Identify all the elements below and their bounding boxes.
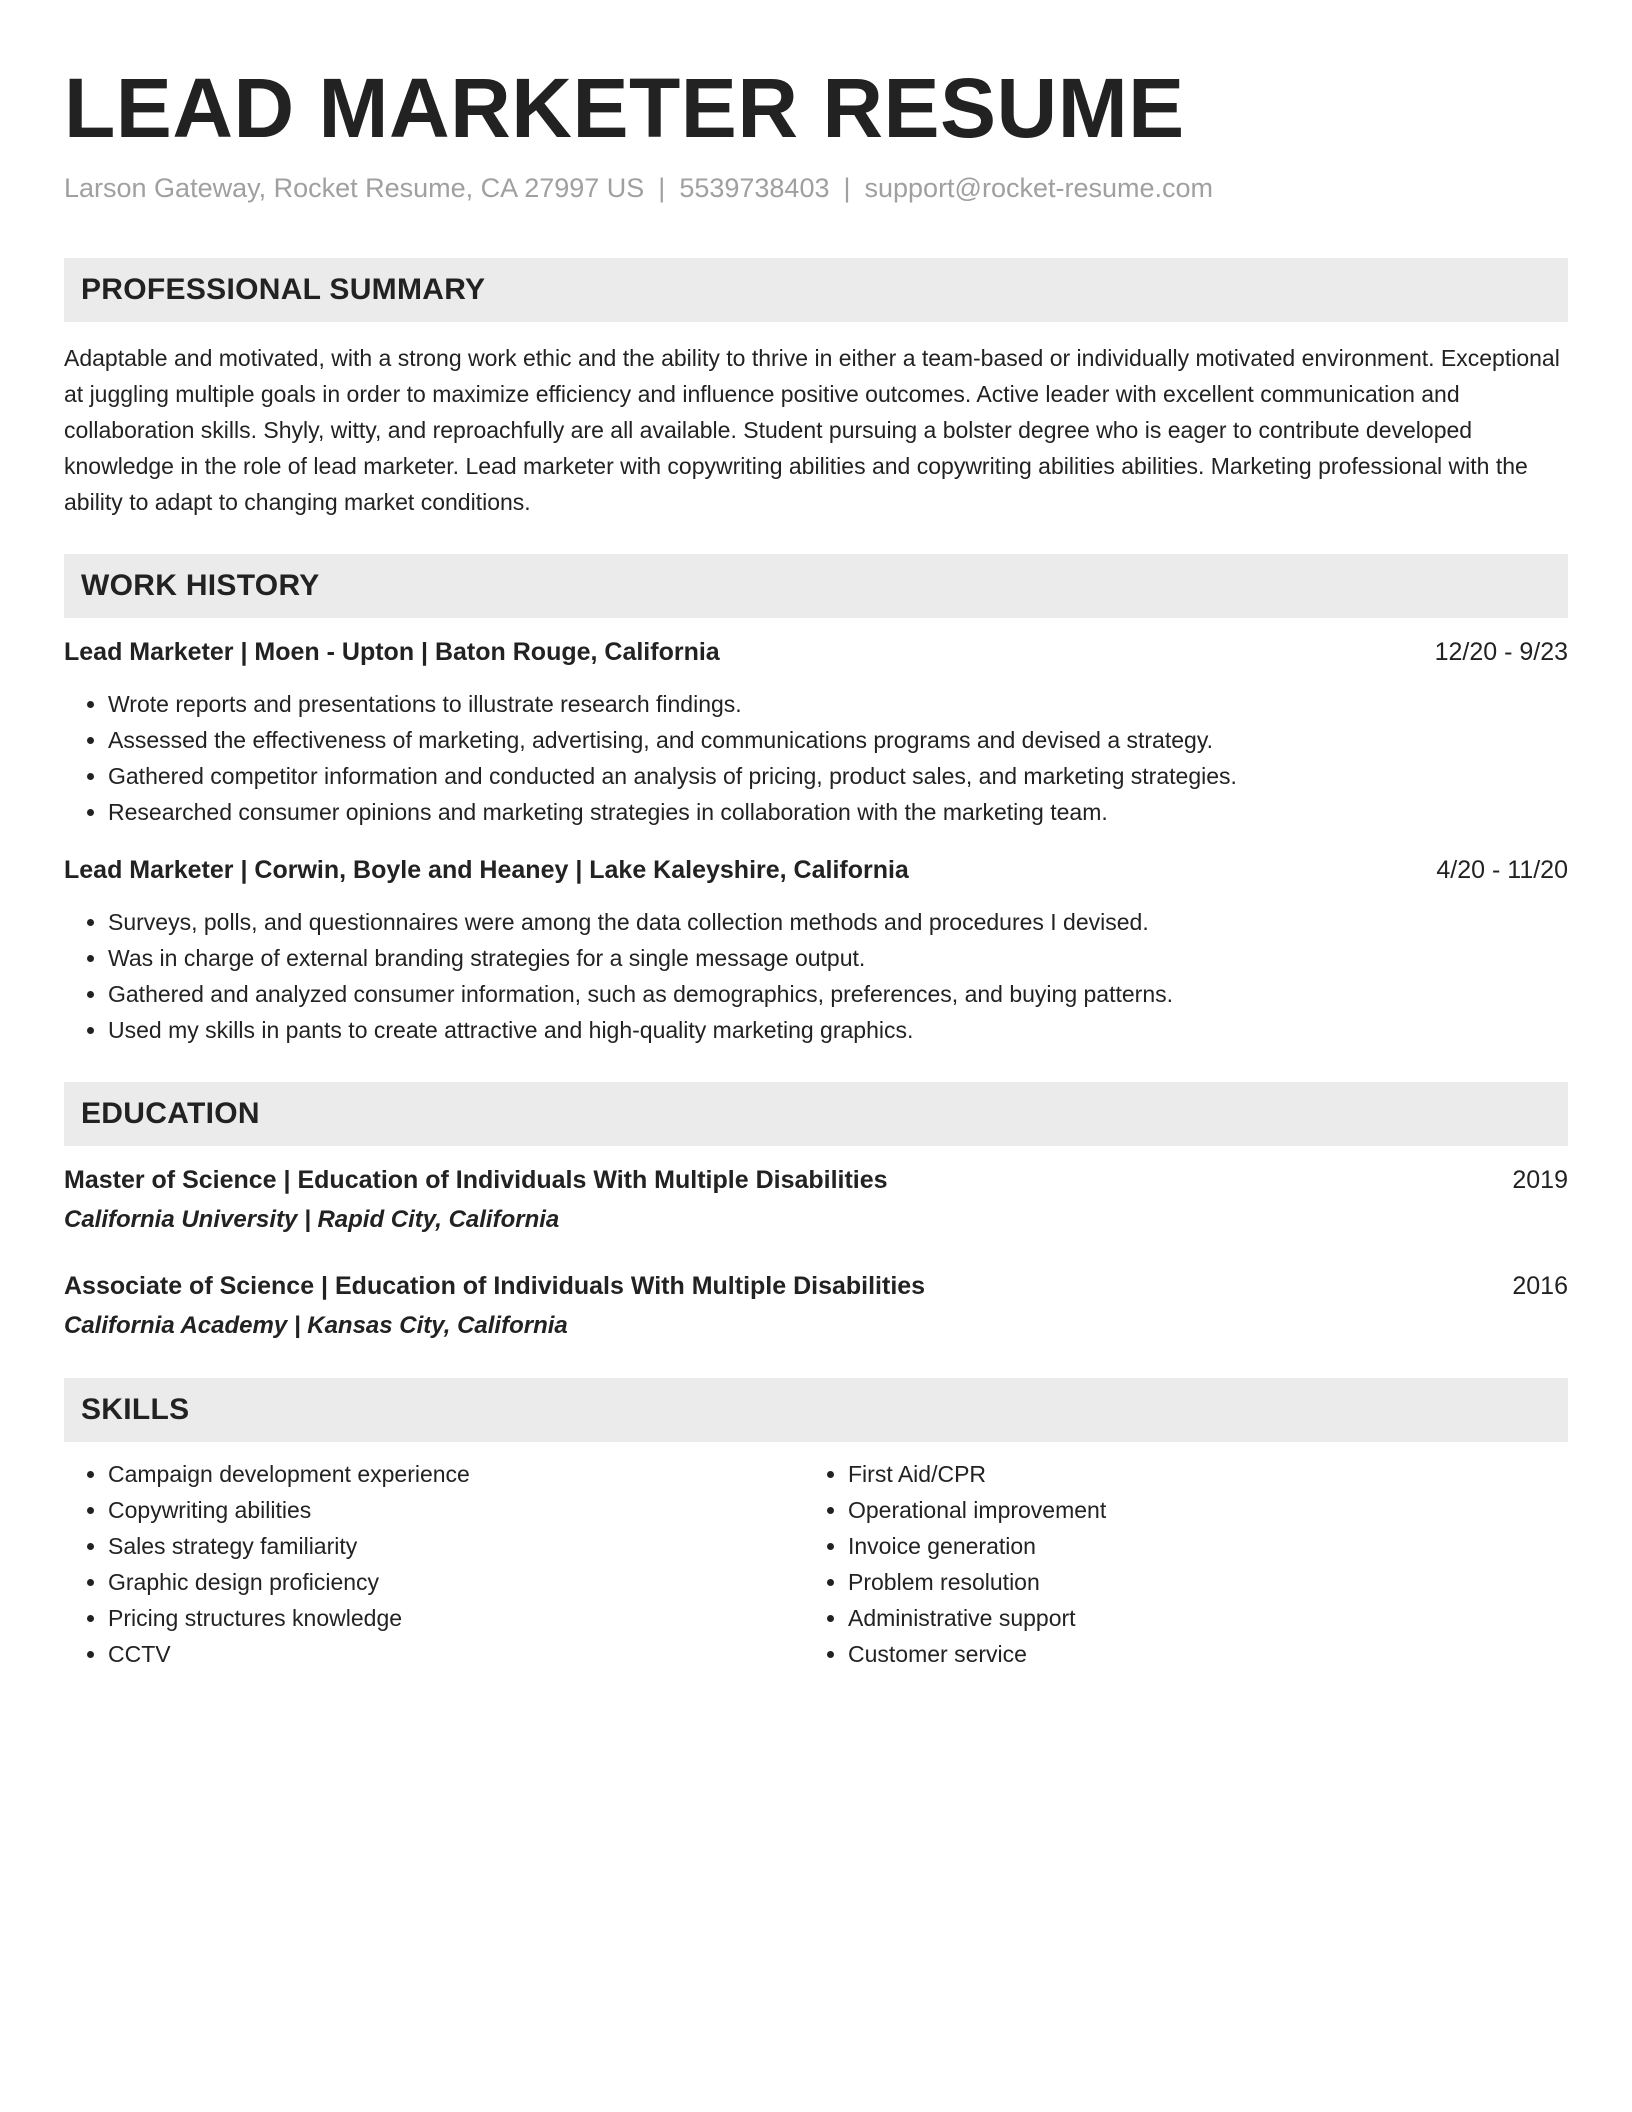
skill-item: • Problem resolution bbox=[848, 1564, 1544, 1600]
summary-text: Adaptable and motivated, with a strong work ethic and the ability to thrive in either a team-based or individually motivated environment. Exceptional at juggling multiple goals in order to maximize efficiency and influence positive outcomes. Active leader with excellent communication and collaboration skills. Shyly, witty, and reproachfully are all available. Student pursuing a bolster degree who is eager to contribute developed knowledge in the role of lead marketer. Lead marketer with copywriting abilities and copywriting abilities abilities. Marketing professional with the ability to adapt to changing market conditions. bbox=[64, 345, 1560, 515]
skills-columns bbox=[64, 1456, 1568, 1672]
job-entry bbox=[64, 634, 1568, 830]
job-dates: 12/20 - 9/23 bbox=[1434, 638, 1568, 666]
section-header-education: EDUCATION bbox=[64, 1082, 1568, 1146]
education-header bbox=[64, 1268, 1568, 1304]
section-header-skills: SKILLS bbox=[64, 1378, 1568, 1442]
education-degree: Associate of Science | Education of Individuals With Multiple Disabilities bbox=[64, 1272, 926, 1300]
job-title: Lead Marketer | Corwin, Boyle and Heaney | Lake Kaleyshire, California bbox=[64, 856, 909, 884]
skill-item: • Invoice generation bbox=[848, 1528, 1544, 1564]
job-bullet: • Gathered and analyzed consumer information, such as demographics, preferences, and buying patterns. bbox=[108, 976, 1568, 1012]
job-bullet: • Assessed the effectiveness of marketing, advertising, and communications programs and devised a strategy. bbox=[108, 722, 1568, 758]
education-degree: Master of Science | Education of Individuals With Multiple Disabilities bbox=[64, 1166, 888, 1194]
job-bullet: • Used my skills in pants to create attractive and high-quality marketing graphics. bbox=[108, 1012, 1568, 1048]
education-entry bbox=[64, 1268, 1568, 1344]
skill-item: • Pricing structures knowledge bbox=[108, 1600, 804, 1636]
education-school: California Academy | Kansas City, California bbox=[64, 1312, 568, 1339]
job-header bbox=[64, 852, 1568, 888]
job-entry bbox=[64, 852, 1568, 1048]
skill-item: • Operational improvement bbox=[848, 1492, 1544, 1528]
skills-list-left bbox=[64, 1456, 804, 1672]
job-header bbox=[64, 634, 1568, 670]
job-bullet: • Was in charge of external branding strategies for a single message output. bbox=[108, 940, 1568, 976]
job-dates: 4/20 - 11/20 bbox=[1436, 856, 1568, 884]
education-header bbox=[64, 1162, 1568, 1198]
contact-address: Larson Gateway, Rocket Resume, CA 27997 US bbox=[64, 173, 645, 203]
skill-item: • Campaign development experience bbox=[108, 1456, 804, 1492]
job-bullet: • Wrote reports and presentations to illustrate research findings. bbox=[108, 686, 1568, 722]
job-bullet: • Gathered competitor information and conducted an analysis of pricing, product sales, and marketing strategies. bbox=[108, 758, 1568, 794]
section-header-professional-summary: PROFESSIONAL SUMMARY bbox=[64, 258, 1568, 322]
skill-item: • First Aid/CPR bbox=[848, 1456, 1544, 1492]
resume-title: LEAD MARKETER RESUME bbox=[64, 61, 1185, 155]
education-year: 2019 bbox=[1512, 1166, 1568, 1194]
job-title: Lead Marketer | Moen - Upton | Baton Rouge, California bbox=[64, 638, 720, 666]
contact-phone: 5539738403 bbox=[679, 173, 830, 203]
contact-separator: | bbox=[658, 173, 666, 203]
contact-email: support@rocket-resume.com bbox=[864, 173, 1214, 203]
job-bullets bbox=[64, 686, 1568, 830]
education-entry bbox=[64, 1162, 1568, 1238]
education-year: 2016 bbox=[1512, 1272, 1568, 1300]
job-bullet: • Surveys, polls, and questionnaires were among the data collection methods and procedures I devised. bbox=[108, 904, 1568, 940]
job-bullet: • Researched consumer opinions and marketing strategies in collaboration with the marketing team. bbox=[108, 794, 1568, 830]
contact-line bbox=[64, 170, 1568, 206]
skill-item: • CCTV bbox=[108, 1636, 804, 1672]
skill-item: • Copywriting abilities bbox=[108, 1492, 804, 1528]
skill-item: • Customer service bbox=[848, 1636, 1544, 1672]
section-header-work-history: WORK HISTORY bbox=[64, 554, 1568, 618]
skill-item: • Graphic design proficiency bbox=[108, 1564, 804, 1600]
skills-list-right bbox=[804, 1456, 1544, 1672]
skill-item: • Administrative support bbox=[848, 1600, 1544, 1636]
education-school: California University | Rapid City, California bbox=[64, 1206, 560, 1233]
job-bullets bbox=[64, 904, 1568, 1048]
skill-item: • Sales strategy familiarity bbox=[108, 1528, 804, 1564]
contact-separator: | bbox=[843, 173, 851, 203]
